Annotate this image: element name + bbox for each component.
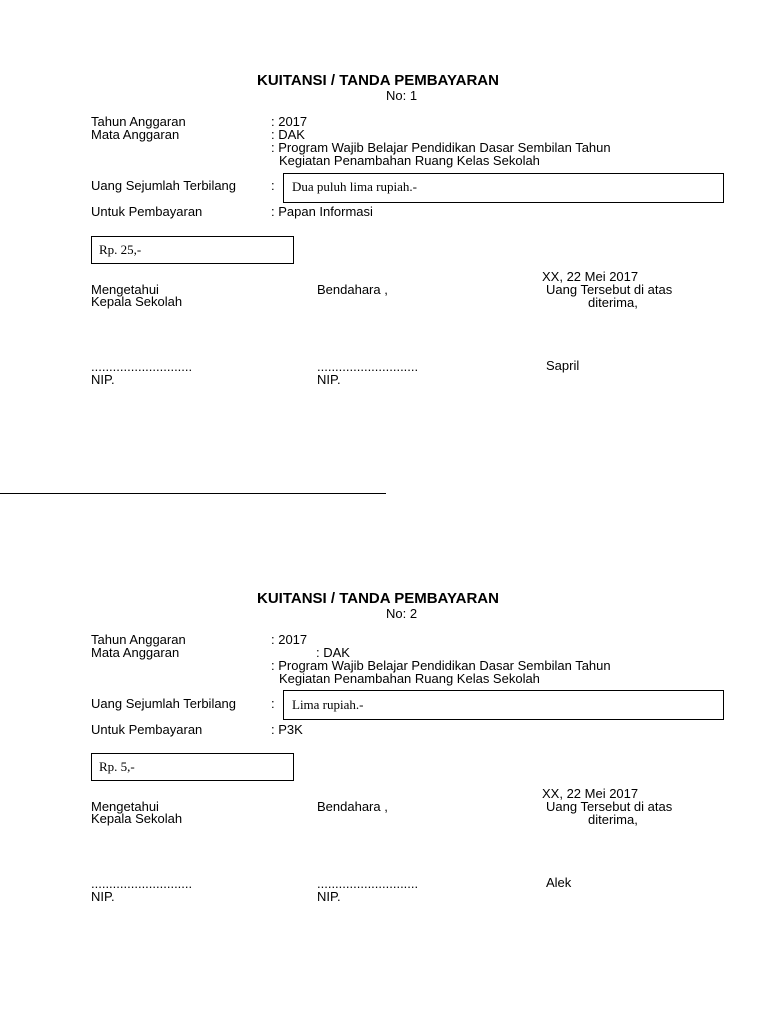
nip-treasurer: NIP.	[317, 372, 341, 387]
receipt-number: No: 1	[386, 88, 418, 103]
amount-words-value: Lima rupiah.-	[292, 697, 364, 712]
signature-dots-treasurer: ............................	[317, 876, 419, 891]
amount-words-box	[283, 690, 724, 720]
amount-words-box	[283, 173, 724, 203]
treasurer-label: Bendahara ,	[317, 282, 388, 297]
budget-year-value: : 2017	[271, 632, 308, 647]
budget-item-value: : DAK	[316, 645, 350, 660]
place-date: XX, 22 Mei 2017	[542, 269, 639, 284]
received-line-1: Uang Tersebut di atas	[546, 282, 673, 297]
cut-line-divider	[0, 493, 386, 494]
receipt-1	[0, 0, 768, 440]
principal-label: Kepala Sekolah	[91, 811, 183, 826]
budget-item-label: Mata Anggaran	[91, 645, 180, 660]
program-line-2: Kegiatan Penambahan Ruang Kelas Sekolah	[279, 671, 540, 686]
amount-box	[91, 753, 294, 781]
amount-box	[91, 236, 294, 264]
nip-principal: NIP.	[91, 889, 115, 904]
nip-principal: NIP.	[91, 372, 115, 387]
purpose-value: : Papan Informasi	[271, 204, 373, 219]
amount-words-colon: :	[271, 696, 275, 711]
received-line-1: Uang Tersebut di atas	[546, 799, 673, 814]
acknowledge-label: Mengetahui	[91, 799, 159, 814]
budget-year-label: Tahun Anggaran	[91, 114, 186, 129]
budget-item-label: Mata Anggaran	[91, 127, 180, 142]
received-line-2: diterima,	[588, 812, 638, 827]
received-line-2: diterima,	[588, 295, 638, 310]
signature-dots-principal: ............................	[91, 359, 193, 374]
treasurer-label: Bendahara ,	[317, 799, 388, 814]
budget-year-label: Tahun Anggaran	[91, 632, 186, 647]
program-line-1: : Program Wajib Belajar Pendidikan Dasar Sembilan Tahun	[271, 140, 611, 155]
budget-item-value: : DAK	[271, 127, 305, 142]
nip-treasurer: NIP.	[317, 889, 341, 904]
amount-words-colon: :	[271, 178, 275, 193]
purpose-label: Untuk Pembayaran	[91, 722, 203, 737]
amount-words-label: Uang Sejumlah Terbilang	[91, 696, 237, 711]
principal-label: Kepala Sekolah	[91, 294, 183, 309]
recipient-name: Sapril	[546, 358, 580, 373]
amount-words-label: Uang Sejumlah Terbilang	[91, 178, 237, 193]
signature-dots-principal: ............................	[91, 876, 193, 891]
program-line-2: Kegiatan Penambahan Ruang Kelas Sekolah	[279, 153, 540, 168]
amount-words-value: Dua puluh lima rupiah.-	[292, 179, 417, 194]
recipient-name: Alek	[546, 875, 572, 890]
amount-value: Rp. 5,-	[99, 759, 135, 774]
purpose-value: : P3K	[271, 722, 303, 737]
acknowledge-label: Mengetahui	[91, 282, 159, 297]
budget-year-value: : 2017	[271, 114, 308, 129]
purpose-label: Untuk Pembayaran	[91, 204, 203, 219]
receipt-title: KUITANSI / TANDA PEMBAYARAN	[257, 72, 499, 89]
receipt-title: KUITANSI / TANDA PEMBAYARAN	[257, 590, 499, 607]
amount-value: Rp. 25,-	[99, 242, 142, 257]
receipt-number: No: 2	[386, 606, 418, 621]
place-date: XX, 22 Mei 2017	[542, 786, 639, 801]
receipt-2	[0, 518, 768, 958]
signature-dots-treasurer: ............................	[317, 359, 419, 374]
program-line-1: : Program Wajib Belajar Pendidikan Dasar Sembilan Tahun	[271, 658, 611, 673]
